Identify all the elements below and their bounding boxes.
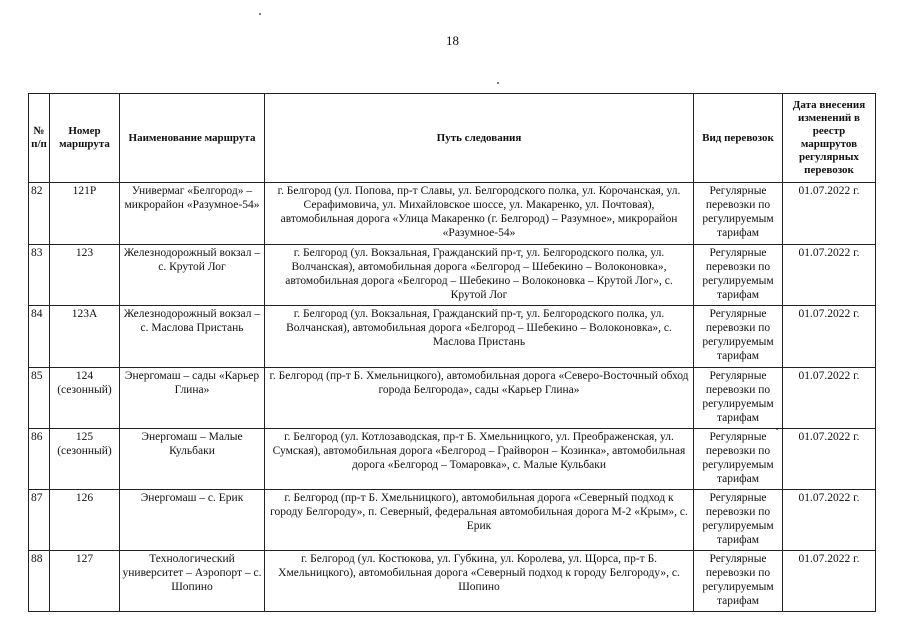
cell-num: 85 [29,368,50,429]
cell-num: 84 [29,306,50,368]
table-row [29,306,876,368]
cell-route-number: 126 [50,490,120,551]
cell-route-name: Технологический университет – Аэропорт – с. Шопино [120,551,265,612]
cell-transport-type: Регулярные перевозки по регулируемым тарифам [694,551,783,612]
cell-change-date: 01.07.2022 г. [783,306,876,368]
header-change-date: Дата внесения изменений в реестр маршрутов регулярных перевозок [783,94,876,183]
table-row [29,368,876,429]
cell-route-path: г. Белгород (ул. Костюкова, ул. Губкина, ул. Королева, ул. Щорса, пр-т Б. Хмельницкого), автомобильная дорога «Северный подход к городу Белгороду», с. Шопино [265,551,694,612]
cell-route-path: г. Белгород (ул. Попова, пр-т Славы, ул. Белгородского полка, ул. Корочанская, ул. Серафимовича, ул. Михайловское шоссе, ул. Макаренко, ул. Почтовая), автомобильная дорога «Улица Макаренко (г. Белгород) – Разумное», микрорайон «Разумное-54» [265,183,694,245]
cell-route-name: Универмаг «Белгород» – микрорайон «Разумное-54» [120,183,265,245]
cell-route-number: 127 [50,551,120,612]
cell-route-path: г. Белгород (ул. Вокзальная, Гражданский пр-т, ул. Белгородского полка, ул. Волчанская), автомобильная дорога «Белгород – Шебекино – Волоконовка», с. Маслова Пристань [265,306,694,368]
cell-change-date: 01.07.2022 г. [783,551,876,612]
scan-speck [497,82,499,84]
table-header-row [29,94,876,183]
table-row [29,490,876,551]
table-row [29,429,876,490]
cell-route-number: 121Р [50,183,120,245]
cell-change-date: 01.07.2022 г. [783,245,876,306]
cell-route-path: г. Белгород (ул. Вокзальная, Гражданский пр-т, ул. Белгородского полка, ул. Волчанская), автомобильная дорога «Белгород – Шебекино – Волоконовка», автомобильная дорога «Белгород – Шебекино – Волоконовка – Крутой Лог», с. Крутой Лог [265,245,694,306]
cell-change-date: 01.07.2022 г. [783,490,876,551]
cell-num: 88 [29,551,50,612]
cell-transport-type: Регулярные перевозки по регулируемым тарифам [694,368,783,429]
header-route-name: Наименование маршрута [120,94,265,183]
cell-num: 87 [29,490,50,551]
cell-change-date: 01.07.2022 г. [783,183,876,245]
cell-route-number: 123 [50,245,120,306]
cell-route-name: Железнодорожный вокзал – с. Маслова Пристань [120,306,265,368]
cell-route-number: 123А [50,306,120,368]
cell-num: 83 [29,245,50,306]
cell-change-date: 01.07.2022 г. [783,429,876,490]
cell-change-date: 01.07.2022 г. [783,368,876,429]
table-row [29,245,876,306]
cell-num: 82 [29,183,50,245]
table-row [29,551,876,612]
routes-table [28,93,876,612]
cell-route-name: Энергомаш – сады «Карьер Глина» [120,368,265,429]
cell-route-path: г. Белгород (ул. Котлозаводская, пр-т Б. Хмельницкого, ул. Преображенская, ул. Сумская), автомобильная дорога «Белгород – Грайворон – Козинка», автомобильная дорога «Белгород – Томаровка», с. Малые Кульбаки [265,429,694,490]
cell-route-number: 125 (сезонный) [50,429,120,490]
cell-route-name: Энергомаш – Малые Кульбаки [120,429,265,490]
table-row [29,183,876,245]
cell-route-path: г. Белгород (пр-т Б. Хмельницкого), автомобильная дорога «Северо-Восточный обход города Белгорода», сады «Карьер Глина» [265,368,694,429]
cell-route-number: 124 (сезонный) [50,368,120,429]
header-num: № п/п [29,94,50,183]
page-number: 18 [446,33,459,48]
cell-route-path: г. Белгород (пр-т Б. Хмельницкого), автомобильная дорога «Северный подход к городу Белгороду», п. Северный, федеральная автомобильная дорога М-2 «Крым», с. Ерик [265,490,694,551]
cell-transport-type: Регулярные перевозки по регулируемым тарифам [694,245,783,306]
cell-num: 86 [29,429,50,490]
scan-speck [259,13,261,15]
header-route-path: Путь следования [265,94,694,183]
header-route-number: Номер маршрута [50,94,120,183]
cell-transport-type: Регулярные перевозки по регулируемым тарифам [694,306,783,368]
cell-transport-type: Регулярные перевозки по регулируемым тарифам [694,429,783,490]
cell-route-name: Железнодорожный вокзал – с. Крутой Лог [120,245,265,306]
header-transport-type: Вид перевозок [694,94,783,183]
cell-transport-type: Регулярные перевозки по регулируемым тарифам [694,183,783,245]
cell-transport-type: Регулярные перевозки по регулируемым тарифам [694,490,783,551]
cell-route-name: Энергомаш – с. Ерик [120,490,265,551]
